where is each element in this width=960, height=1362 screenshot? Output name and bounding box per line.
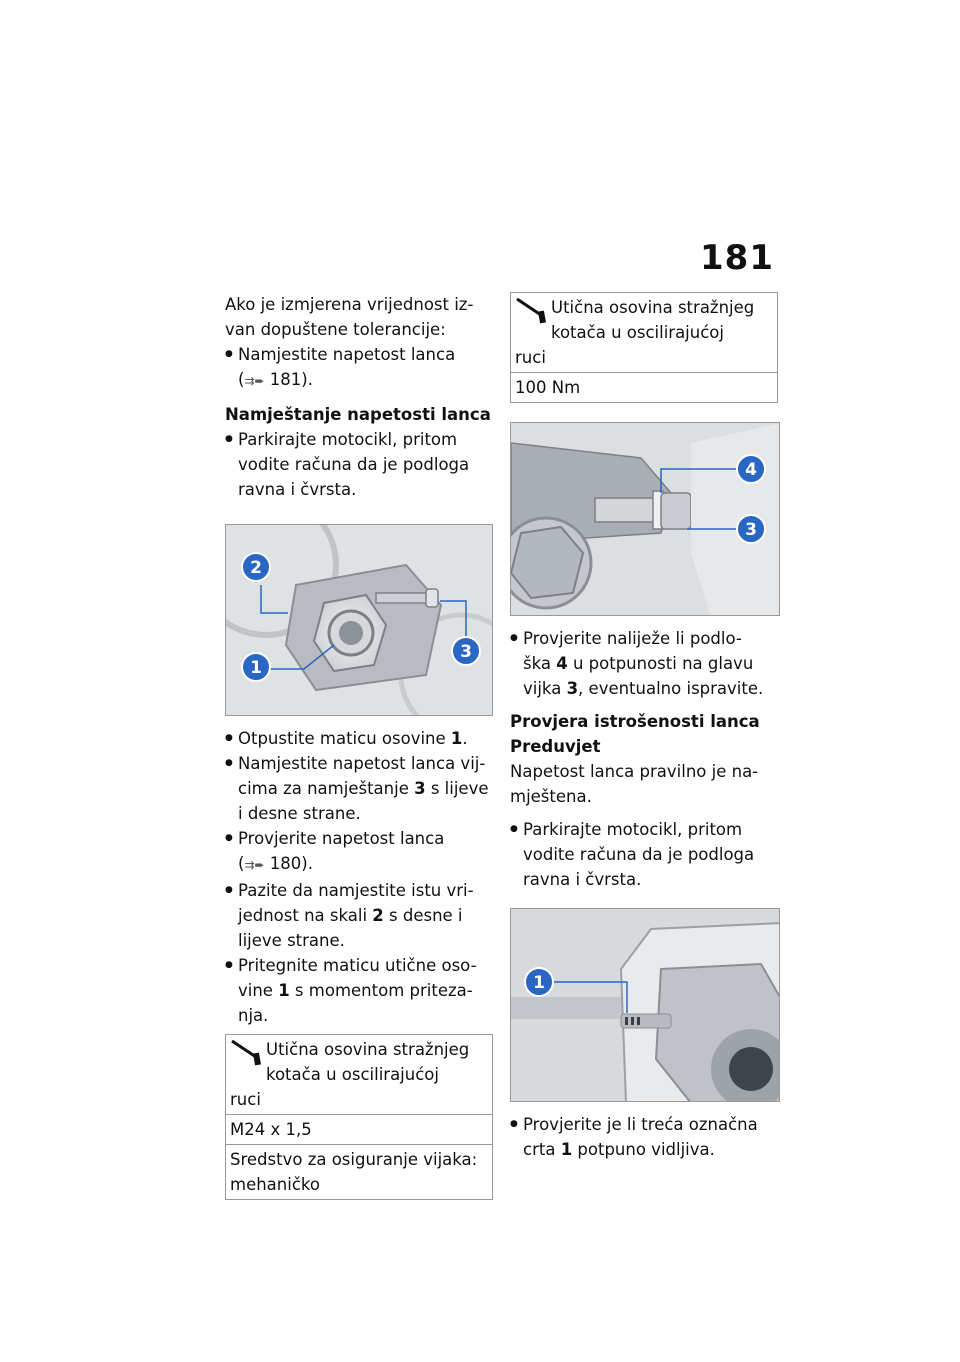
figure-axle-adjuster xyxy=(225,524,493,716)
step-loosen-nut: ● Otpustite maticu osovine 1. xyxy=(225,726,493,751)
intro-text: Ako je izmjerena vrijednost iz- van dopuštene tolerancije: xyxy=(225,295,474,339)
left-column xyxy=(225,292,493,1200)
callout-3: 3 xyxy=(745,520,757,540)
spec-table-axle-torque: Utična osovina stražnjeg kotača u oscilirajućoj ruci 100 Nm xyxy=(510,292,778,403)
step-tighten: ● Pritegnite maticu utične oso- vine 1 s momentom priteza- nja. xyxy=(225,953,493,1028)
callout-2: 2 xyxy=(250,558,262,578)
callout-1: 1 xyxy=(533,973,545,993)
figure-washer-bolt xyxy=(510,422,780,616)
right-column xyxy=(510,292,778,1162)
heading-adjust: Namještanje napetosti lanca xyxy=(225,405,491,424)
torque-wrench-icon xyxy=(515,295,551,345)
callout-4: 4 xyxy=(745,460,757,480)
step-check-tension: ● Provjerite napetost lanca (⇉➨ 180). xyxy=(225,826,493,878)
step-scale: ● Pazite da namjestite istu vri- jednost na skali 2 s desne i lijeve strane. xyxy=(225,878,493,953)
figure-wear-marks xyxy=(510,908,780,1102)
page-number: 181 xyxy=(700,238,774,278)
torque-wrench-icon xyxy=(230,1037,266,1087)
heading-chain-wear: Provjera istrošenosti lanca xyxy=(510,712,760,731)
spec-note: Sredstvo za osiguranje vijaka: mehaničko xyxy=(226,1144,492,1199)
prerequisite-text: Napetost lanca pravilno je na- mještena. xyxy=(510,762,759,806)
page-ref-icon: ⇉➨ xyxy=(244,374,265,388)
heading-prerequisite: Preduvjet xyxy=(510,737,601,756)
bullet-adjust: ● Namjestite napetost lanca (⇉➨ 181). xyxy=(225,342,493,394)
bullet-park: ● Parkirajte motocikl, pritom vodite računa da je podloga ravna i čvrsta. xyxy=(225,427,493,502)
step-check-mark: ● Provjerite je li treća označna crta 1 potpuno vidljiva. xyxy=(510,1112,778,1162)
step-check-washer: ● Provjerite naliježe li podlo- ška 4 u potpunosti na glavu vijka 3, eventualno ispravite. xyxy=(510,626,778,701)
spec-table-axle-thread: Utična osovina stražnjeg kotača u oscilirajućoj ruci M24 x 1,5 Sredstvo za osiguranje vijaka: mehaničko xyxy=(225,1034,493,1200)
spec-value: 100 Nm xyxy=(511,372,777,402)
spec-value: M24 x 1,5 xyxy=(226,1114,492,1144)
callout-3: 3 xyxy=(460,642,472,662)
step-adjust-screws: ● Namjestite napetost lanca vij- cima za namještanje 3 s lijeve i desne strane. xyxy=(225,751,493,826)
bullet-park-2: ● Parkirajte motocikl, pritom vodite računa da je podloga ravna i čvrsta. xyxy=(510,817,778,892)
callout-1: 1 xyxy=(250,658,262,678)
page-ref-icon: ⇉➨ xyxy=(244,858,265,872)
